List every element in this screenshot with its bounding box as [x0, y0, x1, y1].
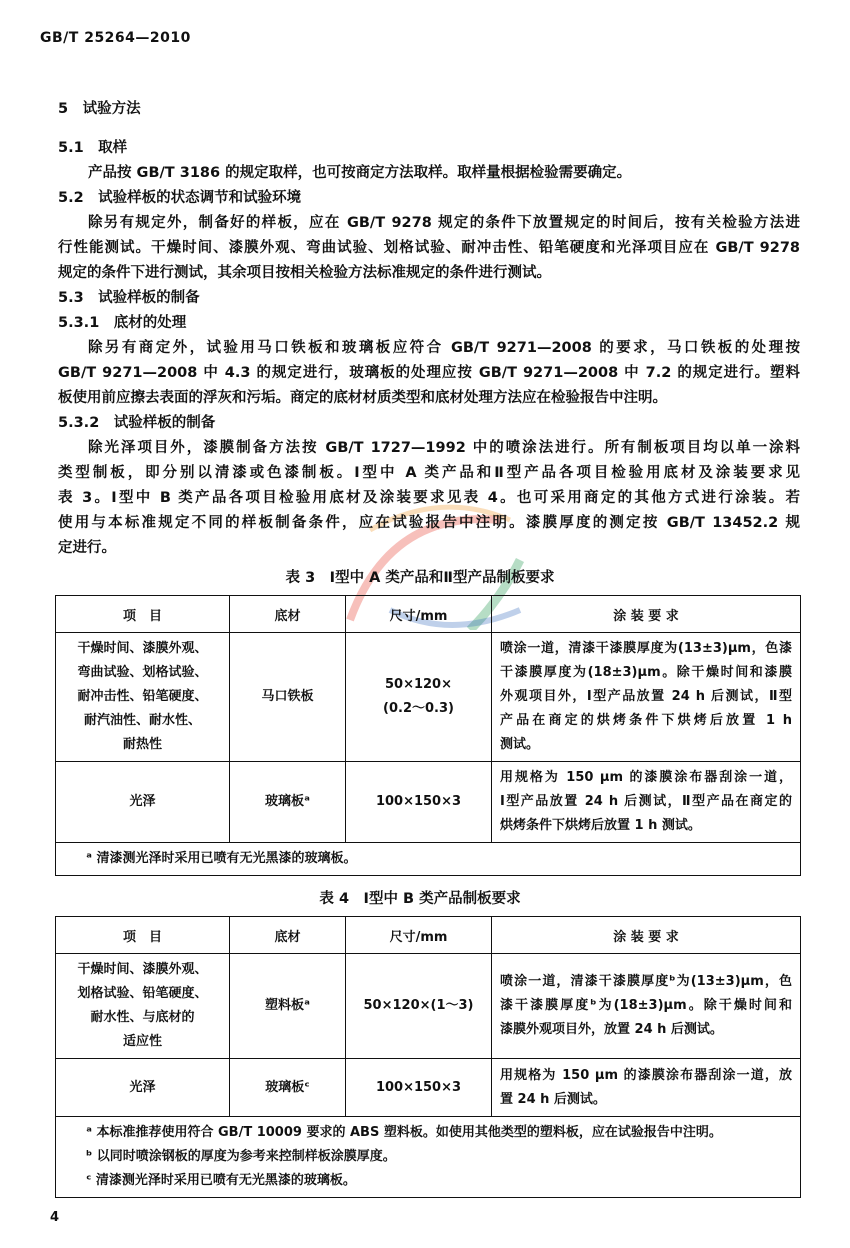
footnote: ᶜ 清漆测光泽时采用已喷有无光黑漆的玻璃板。 — [86, 1173, 356, 1188]
cell-substrate: 玻璃板ᶜ — [230, 1059, 346, 1117]
table-header-row — [56, 917, 801, 954]
body-text — [40, 97, 800, 561]
paragraph-line: 除光泽项目外，漆膜制备方法按 GB/T 1727—1992 中的喷涂法进行。所有制板项目均以单一涂料 — [88, 440, 800, 456]
column-header: 尺寸/mm — [346, 596, 492, 633]
cell-coating-requirement — [492, 1059, 801, 1117]
cell-substrate: 玻璃板ᵃ — [230, 762, 346, 843]
cell-size — [346, 762, 492, 843]
cell-line: 置 24 h 后测试。 — [500, 1091, 606, 1107]
footnote: ᵃ 本标准推荐使用符合 GB/T 10009 要求的 ABS 塑料板。如使用其他类型的塑料板，应在试验报告中注明。 — [86, 1125, 722, 1140]
cell-size — [346, 1059, 492, 1117]
paragraph-line: 除另有商定外，试验用马口铁板和玻璃板应符合 GB/T 9271—2008 的要求，马口铁板的处理按 — [88, 340, 800, 356]
cell-line: 外观项目外，Ⅰ型产品放置 24 h 后测试，Ⅱ型 — [500, 689, 792, 704]
cell-line: Ⅰ型产品放置 24 h 后测试，Ⅱ型产品在商定的 — [500, 794, 792, 809]
section-heading: 5.3.2 试验样板的制备 — [58, 415, 216, 431]
cell-line: 100×150×3 — [375, 1079, 462, 1095]
cell-coating-requirement — [492, 633, 801, 762]
table-row — [56, 633, 801, 762]
cell-line: 耐冲击性、铅笔硬度、 — [77, 689, 208, 704]
footnote: ᵇ 以同时喷涂钢板的厚度为参考来控制样板涂膜厚度。 — [86, 1149, 396, 1164]
footnote: ᵃ 清漆测光泽时采用已喷有无光黑漆的玻璃板。 — [86, 851, 357, 866]
cell-line: 光泽 — [129, 1079, 156, 1095]
paragraph-line: 使用与本标准规定不同的样板制备条件，应在试验报告中注明。漆膜厚度的测定按 GB/T 13452.2 规 — [58, 515, 800, 531]
cell-test-item — [56, 954, 230, 1059]
standard-number-header: GB/T 25264—2010 — [40, 30, 191, 46]
cell-line: 耐热性 — [122, 737, 162, 752]
column-header: 底材 — [230, 917, 346, 954]
cell-substrate: 马口铁板 — [230, 633, 346, 762]
cell-line: 干燥时间、漆膜外观、 — [77, 962, 208, 977]
table-row — [56, 954, 801, 1059]
page-number: 4 — [50, 1210, 60, 1225]
cell-line: 50×120×(1～3) — [363, 998, 474, 1013]
table-footnote-row — [56, 843, 801, 876]
cell-line: 产品在商定的烘烤条件下烘烤后放置 1 h — [500, 713, 792, 728]
column-header: 项 目 — [56, 596, 230, 633]
table-footnotes — [56, 843, 801, 876]
cell-line: 适应性 — [122, 1034, 162, 1049]
paragraph-line: 板使用前应擦去表面的浮灰和污垢。商定的底材材质类型和底材处理方法应在检验报告中注明。 — [58, 390, 667, 406]
cell-line: (0.2～0.3) — [383, 701, 454, 716]
paragraph-line: GB/T 9271—2008 中 4.3 的规定进行，玻璃板的处理应按 GB/T 9271—2008 中 7.2 的规定进行。塑料 — [58, 365, 800, 381]
cell-coating-requirement — [492, 762, 801, 843]
table-header-row — [56, 596, 801, 633]
paragraph-line: 产品按 GB/T 3186 的规定取样，也可按商定方法取样。取样量根据检验需要确定。 — [88, 165, 632, 181]
cell-line: 漆干漆膜厚度ᵇ为(18±3)μm。除干燥时间和 — [500, 998, 792, 1013]
section-heading: 5.2 试验样板的状态调节和试验环境 — [58, 190, 302, 206]
cell-line: 弯曲试验、划格试验、 — [77, 665, 208, 680]
cell-size — [346, 954, 492, 1059]
paragraph-line: 除另有规定外，制备好的样板，应在 GB/T 9278 规定的条件下放置规定的时间后，按有关检验方法进 — [88, 215, 800, 231]
section-heading: 5 试验方法 — [58, 101, 141, 117]
column-header: 尺寸/mm — [346, 917, 492, 954]
table-footnote-row — [56, 1117, 801, 1198]
cell-line: 耐水性、与底材的 — [90, 1010, 195, 1025]
column-header: 底材 — [230, 596, 346, 633]
cell-line: 耐汽油性、耐水性、 — [83, 713, 201, 728]
table-row — [56, 1059, 801, 1117]
table-footnotes — [56, 1117, 801, 1198]
cell-substrate: 塑料板ᵃ — [230, 954, 346, 1059]
paragraph-line: 类型制板，即分别以清漆或色漆制板。Ⅰ型中 A 类产品和Ⅱ型产品各项目检验用底材及涂装要求见 — [58, 465, 800, 481]
cell-line: 测试。 — [500, 737, 540, 752]
paragraph-line: 定进行。 — [58, 540, 116, 556]
cell-line: 烘烤条件下烘烤后放置 1 h 测试。 — [500, 818, 701, 833]
cell-line: 喷涂一道，清漆干漆膜厚度为(13±3)μm，色漆 — [500, 641, 792, 656]
table-row — [56, 762, 801, 843]
table3 — [55, 595, 801, 876]
cell-line: 喷涂一道，清漆干漆膜厚度ᵇ为(13±3)μm，色 — [500, 974, 792, 989]
section-heading: 5.1 取样 — [58, 140, 128, 156]
cell-line: 用规格为 150 μm 的漆膜涂布器刮涂一道，放 — [500, 1067, 792, 1083]
cell-line: 干燥时间、漆膜外观、 — [77, 641, 208, 656]
table4 — [55, 916, 801, 1198]
cell-line: 用规格为 150 μm 的漆膜涂布器刮涂一道， — [500, 770, 792, 785]
column-header: 涂 装 要 求 — [492, 917, 801, 954]
cell-size — [346, 633, 492, 762]
cell-test-item — [56, 762, 230, 843]
table3-caption: 表 3 Ⅰ型中 A 类产品和Ⅱ型产品制板要求 — [285, 570, 555, 586]
section-heading: 5.3.1 底材的处理 — [58, 315, 187, 331]
cell-coating-requirement — [492, 954, 801, 1059]
column-header: 涂 装 要 求 — [492, 596, 801, 633]
cell-test-item — [56, 633, 230, 762]
cell-line: 100×150×3 — [375, 794, 462, 809]
column-header: 项 目 — [56, 917, 230, 954]
section-heading: 5.3 试验样板的制备 — [58, 290, 200, 306]
cell-line: 干漆膜厚度为(18±3)μm。除干燥时间和漆膜 — [500, 665, 792, 680]
table4-caption: 表 4 Ⅰ型中 B 类产品制板要求 — [319, 891, 521, 907]
cell-line: 划格试验、铅笔硬度、 — [77, 986, 208, 1001]
paragraph-line: 表 3。Ⅰ型中 B 类产品各项目检验用底材及涂装要求见表 4。也可采用商定的其他方式进行涂装。若 — [58, 490, 800, 506]
paragraph-line: 行性能测试。干燥时间、漆膜外观、弯曲试验、划格试验、耐冲击性、铅笔硬度和光泽项目应在 GB/T 9278 — [58, 240, 800, 256]
paragraph-line: 规定的条件下进行测试，其余项目按相关检验方法标准规定的条件进行测试。 — [58, 265, 551, 281]
cell-line: 50×120× — [384, 677, 452, 692]
cell-line: 光泽 — [129, 794, 156, 809]
cell-test-item — [56, 1059, 230, 1117]
cell-line: 漆膜外观项目外，放置 24 h 后测试。 — [500, 1022, 723, 1037]
